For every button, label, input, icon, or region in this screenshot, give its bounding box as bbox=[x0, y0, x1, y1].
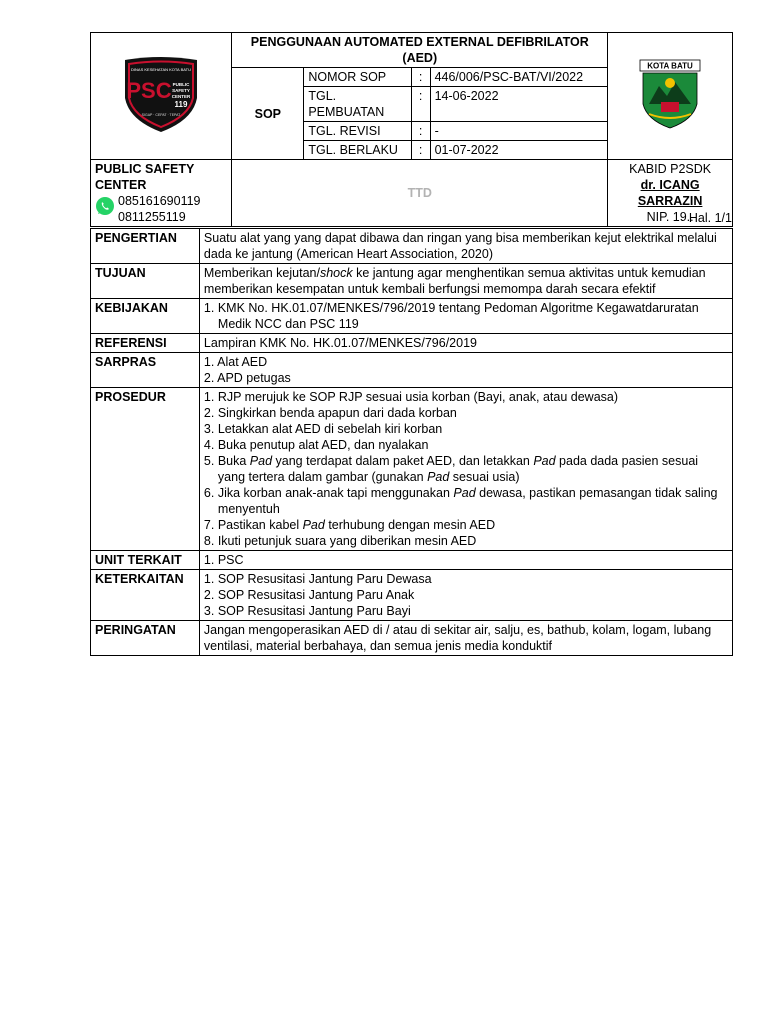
phone-1[interactable]: 085161690119 bbox=[118, 194, 201, 208]
psc-logo-cell bbox=[91, 33, 232, 160]
sop-header-table bbox=[90, 32, 733, 227]
svg-text:CENTER: CENTER bbox=[171, 94, 191, 99]
signer-title: KABID P2SDK bbox=[629, 162, 712, 176]
text-peringatan: Jangan mengoperasikan AED di / atau di sekitar air, salju, es, bathub, kolam, logam, lubang ventilasi, material berbahaya, dan semua jenis media konduktif bbox=[199, 621, 732, 656]
kota-batu-logo-cell bbox=[608, 33, 733, 160]
sop-title: PENGGUNAAN AUTOMATED EXTERNAL DEFIBRILATOR (AED) bbox=[232, 33, 608, 68]
keterkaitan-item: 3. SOP Resusitasi Jantung Paru Bayi bbox=[203, 604, 411, 618]
field-pembuatan-value: 14-06-2022 bbox=[430, 87, 608, 122]
psc-logo bbox=[119, 54, 203, 134]
label-pengertian: PENGERTIAN bbox=[91, 229, 200, 264]
field-nomor-label: NOMOR SOP bbox=[304, 68, 411, 87]
signer-name-line1: dr. ICANG bbox=[640, 178, 700, 192]
signer-nip: NIP. 19.. bbox=[646, 210, 694, 224]
sop-content-table bbox=[90, 228, 733, 656]
label-peringatan: PERINGATAN bbox=[91, 621, 200, 656]
prosedur-item: 4. Buka penutup alat AED, dan nyalakan bbox=[203, 438, 429, 452]
svg-text:SAFETY: SAFETY bbox=[172, 88, 191, 93]
whatsapp-icon bbox=[95, 196, 115, 216]
org-name-line1: PUBLIC SAFETY bbox=[95, 162, 195, 176]
label-prosedur: PROSEDUR bbox=[91, 388, 200, 551]
list-sarpras bbox=[199, 353, 732, 388]
list-prosedur bbox=[199, 388, 732, 551]
prosedur-item: 2. Singkirkan benda apapun dari dada korban bbox=[203, 406, 457, 420]
prosedur-item: 1. RJP merujuk ke SOP RJP sesuai usia korban (Bayi, anak, atau dewasa) bbox=[203, 390, 619, 404]
label-sarpras: SARPRAS bbox=[91, 353, 200, 388]
unit-item: 1. PSC bbox=[203, 553, 244, 567]
text-referensi: Lampiran KMK No. HK.01.07/MENKES/796/2019 bbox=[199, 334, 732, 353]
sarpras-item: 1. Alat AED bbox=[203, 355, 268, 369]
field-nomor-value: 446/006/PSC-BAT/VI/2022 bbox=[430, 68, 608, 87]
signer-name-line2: SARRAZIN bbox=[637, 194, 703, 208]
field-berlaku-value: 01-07-2022 bbox=[430, 141, 608, 160]
kota-batu-logo bbox=[637, 58, 703, 130]
prosedur-item: 8. Ikuti petunjuk suara yang diberikan mesin AED bbox=[203, 534, 477, 548]
phone-2[interactable]: 0811255119 bbox=[118, 210, 186, 224]
text-tujuan: Memberikan kejutan/shock ke jantung agar menghentikan semua aktivitas untuk kemudian memberikan kesempatan untuk kembali berfungsi memompa darah secara efektif bbox=[199, 264, 732, 299]
field-pembuatan-colon: : bbox=[411, 87, 430, 122]
prosedur-item: 7. Pastikan kabel Pad terhubung dengan mesin AED bbox=[203, 518, 496, 532]
svg-text:DINAS KESEHATAN KOTA BATU: DINAS KESEHATAN KOTA BATU bbox=[131, 67, 192, 72]
prosedur-item: 6. Jika korban anak-anak tapi menggunakan Pad dewasa, pastikan pemasangan tidak saling menyentuh bbox=[203, 486, 718, 516]
label-unit-terkait: UNIT TERKAIT bbox=[91, 551, 200, 570]
label-referensi: REFERENSI bbox=[91, 334, 200, 353]
label-keterkaitan: KETERKAITAN bbox=[91, 570, 200, 621]
label-tujuan: TUJUAN bbox=[91, 264, 200, 299]
list-kebijakan bbox=[199, 299, 732, 334]
field-revisi-label: TGL. REVISI bbox=[304, 122, 411, 141]
page-number: Hal. 1/1 bbox=[688, 211, 732, 225]
prosedur-item: 5. Buka Pad yang terdapat dalam paket AED, dan letakkan Pad pada dada pasien sesuai yang tertera dalam gambar (gunakan Pad sesuai usia) bbox=[203, 454, 699, 484]
list-keterkaitan bbox=[199, 570, 732, 621]
keterkaitan-item: 2. SOP Resusitasi Jantung Paru Anak bbox=[203, 588, 415, 602]
svg-text:119: 119 bbox=[174, 100, 188, 109]
kebijakan-item: 1. KMK No. HK.01.07/MENKES/796/2019 tentang Pedoman Algoritme Kegawatdaruratan Medik NCC dan PSC 119 bbox=[203, 301, 699, 331]
org-name-line2: CENTER bbox=[95, 178, 147, 192]
field-berlaku-colon: : bbox=[411, 141, 430, 160]
svg-text:KOTA BATU: KOTA BATU bbox=[647, 61, 693, 71]
field-berlaku-label: TGL. BERLAKU bbox=[304, 141, 411, 160]
prosedur-item: 3. Letakkan alat AED di sebelah kiri korban bbox=[203, 422, 443, 436]
svg-text:SIGAP · CEPAT · TEPAT: SIGAP · CEPAT · TEPAT bbox=[141, 113, 181, 117]
label-kebijakan: KEBIJAKAN bbox=[91, 299, 200, 334]
keterkaitan-item: 1. SOP Resusitasi Jantung Paru Dewasa bbox=[203, 572, 432, 586]
sarpras-item: 2. APD petugas bbox=[203, 371, 291, 385]
svg-text:PUBLIC: PUBLIC bbox=[172, 82, 190, 87]
signature-area: TTD bbox=[232, 160, 608, 227]
svg-text:PSC: PSC bbox=[126, 78, 172, 103]
field-pembuatan-label: TGL. PEMBUATAN bbox=[304, 87, 411, 122]
org-cell bbox=[91, 160, 232, 227]
field-revisi-colon: : bbox=[411, 122, 430, 141]
sop-label: SOP bbox=[232, 68, 304, 160]
list-unit-terkait bbox=[199, 551, 732, 570]
text-pengertian: Suatu alat yang yang dapat dibawa dan ringan yang bisa memberikan kejut elektrikal melalui dada ke jantung (American Heart Association, 2020) bbox=[199, 229, 732, 264]
field-revisi-value: - bbox=[430, 122, 608, 141]
field-nomor-colon: : bbox=[411, 68, 430, 87]
